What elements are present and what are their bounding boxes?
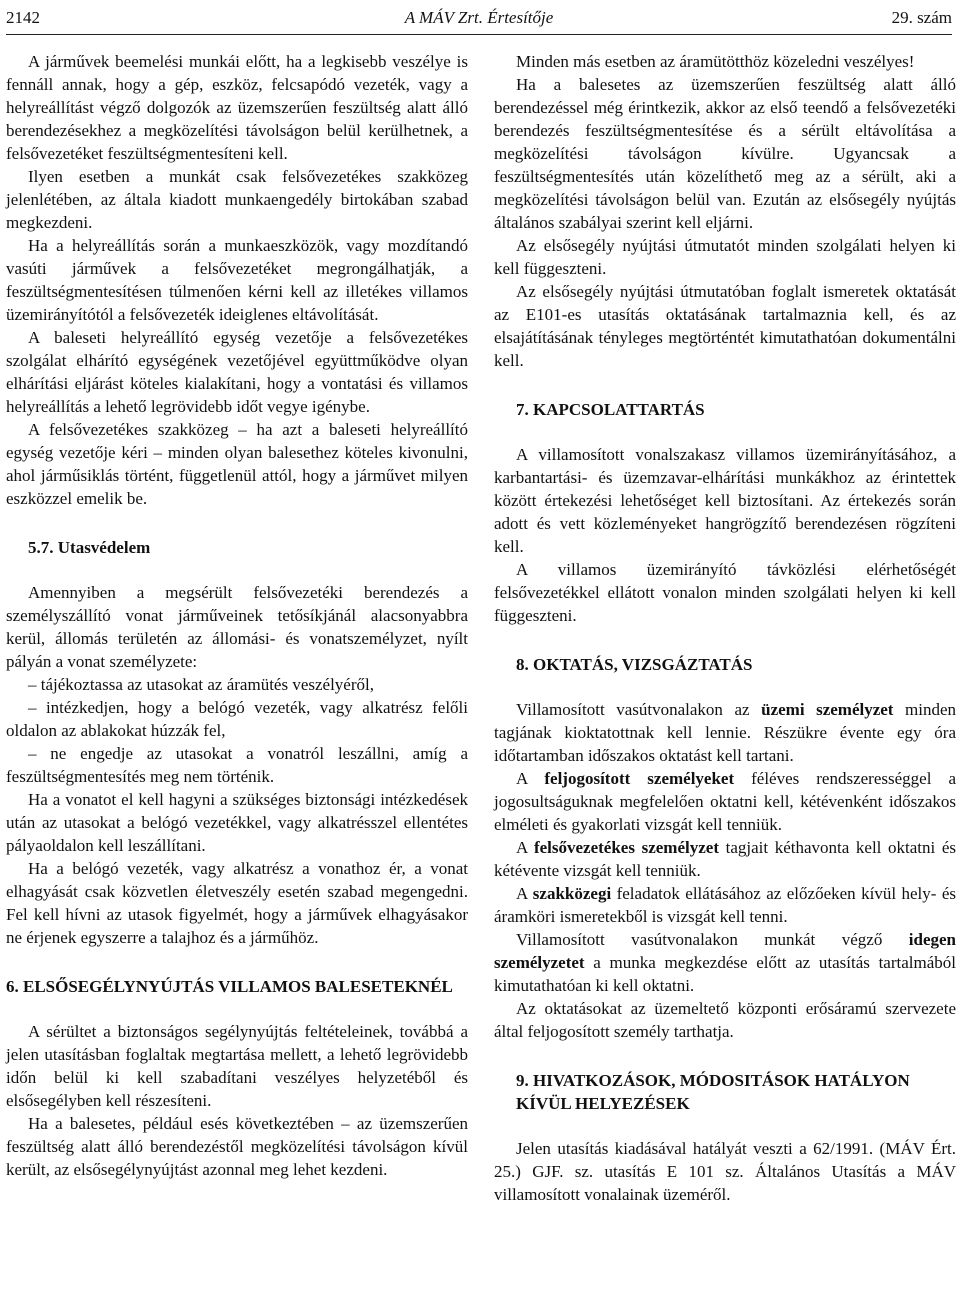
dash-item: – tájékoztassa az utasokat az áramütés veszélyéről, xyxy=(28,675,374,694)
page-number: 2142 xyxy=(6,8,40,27)
paragraph: A felsővezetékes szakközeg – ha azt a baleseti helyreállító egység vezetője kéri – minden olyan balesethez köteles kivonulni, ahol járműsiklás történt, függetlenül attól, hogy a járművet milyen eszközzel emelik be. xyxy=(6,420,468,508)
paragraph: A villamosított vonalszakasz villamos üzemirányításához, a karbantartási- és üzemzavar-elhárítási munkákhoz az érintettek között értekezési lehetőséget kell biztosítani. Az értekezés során adott és vett közleményeket hangrögzítő berendezésen rögzíteni kell. xyxy=(494,445,956,556)
text-run: minden tagjának kioktatottnak kell lennie. Részükre évente egy óra időtartamban időszakos oktatást kell tartani. xyxy=(494,700,956,765)
paragraph: Ha a belógó vezeték, vagy alkatrész a vonathoz ér, a vonat elhagyását csak közvetlen életveszély esetén szabad megengedni. Fel kell hívni az utasok figyelmét, hogy a járművek elhagyásakor ne érjenek egyszerre a talajhoz és a járműhöz. xyxy=(6,859,468,947)
paragraph xyxy=(494,767,956,836)
issue-number: 29. szám xyxy=(891,8,952,27)
paragraph: A baleseti helyreállító egység vezetője a felsővezetékes szolgálat elhárító egységének vezetőjével együttműködve olyan elhárítási eljárást köteles kialakítani, hogy a vontatási és villamos helyreállítás a lehető legrövidebb időt vegye igénybe. xyxy=(6,328,468,416)
bold-term: üzemi személyzet xyxy=(761,700,894,719)
bold-term: felsővezetékes személyzet xyxy=(533,838,719,857)
right-column xyxy=(494,50,956,1206)
paragraph: Az elsősegély nyújtási útmutatóban foglalt ismeretek oktatását az E101-es utasítás oktatásának tartalmaznia kell, és az elsajátításának tényleges megtörténtét kimutathatóan dokumentálni kell. xyxy=(494,282,956,370)
paragraph: Az elsősegély nyújtási útmutatót minden szolgálati helyen ki kell függeszteni. xyxy=(494,236,956,278)
paragraph xyxy=(494,928,956,997)
section-heading-5-7: 5.7. Utasvédelem xyxy=(28,538,151,557)
text-run: A xyxy=(516,838,534,857)
journal-title: A MÁV Zrt. Értesítője xyxy=(404,8,554,27)
paragraph: Ha a balesetes, például esés következtében – az üzemszerűen feszültség alatt álló berendezéstől megközelítési távolságon kívül került, az elsősegélynyújtást azonnal meg lehet kezdeni. xyxy=(6,1114,468,1179)
bold-term: feljogosított személyeket xyxy=(544,769,735,788)
paragraph: Ilyen esetben a munkát csak felsővezetékes szakközeg jelenlétében, az általa kiadott munkaengedély birtokában szabad megkezdeni. xyxy=(6,167,468,232)
paragraph: A sérültet a biztonságos segélynyújtás feltételeinek, továbbá a jelen utasításban foglaltak megtartása mellett, a lehető legrövidebb időn belül ki kell szabadítani veszélyes helyzetéből és elsősegélyben kell részesíteni. xyxy=(6,1022,468,1110)
paragraph: Jelen utasítás kiadásával hatályát veszti a 62/1991. (MÁV Ért. 25.) GJF. sz. utasítás E 101 sz. Általános Utasítás a MÁV villamosított vonalainak üzeméről. xyxy=(494,1139,956,1204)
section-heading-8: 8. OKTATÁS, VIZSGÁZTATÁS xyxy=(516,655,753,674)
paragraph: A járművek beemelési munkái előtt, ha a legkisebb veszélye is fennáll annak, hogy a gép, eszköz, felcsapódó vezeték, vagy a helyreállítást végző dolgozók az üzemszerűen feszültség alatt álló berendezésekhez a megközelítési távolságon belül kerülhetnek, a felsővezetéket feszültségmentesíteni kell. xyxy=(6,52,468,163)
paragraph: Ha a balesetes az üzemszerűen feszültség alatt álló berendezéssel még érintkezik, akkor az első teendő a felsővezetéki berendezés feszültségmentesítése és a sérült eltávolítása a megközelítési távolságon kívülre. Ugyancsak a feszültségmentesítés után közelíthető meg az a sérült, aki a megközelítési távolságon belül van. Ezután az elsősegély nyújtás általános szabályai szerint kell eljárni. xyxy=(494,75,956,232)
bold-term: idegen személyzetet xyxy=(494,930,956,972)
paragraph: Ha a vonatot el kell hagyni a szükséges biztonsági intézkedések után az utasokat a belógó vezetékkel, vagy alkatrésszel ellentétes pályaoldalon kell leszállítani. xyxy=(6,790,468,855)
paragraph: A villamos üzemirányító távközlési elérhetőségét felsővezetékkel ellátott vonalon minden szolgálati helyen ki kell függeszteni. xyxy=(494,560,956,625)
paragraph xyxy=(494,882,956,928)
text-run: féléves rendszerességgel a jogosultságuknak megfelelően oktatni kell, kétévenként időszakos elméleti és gyakorlati vizsgát kell tenniük. xyxy=(494,769,956,834)
left-column xyxy=(6,50,468,1181)
paragraph xyxy=(494,836,956,882)
paragraph: Minden más esetben az áramütötthöz közeledni veszélyes! xyxy=(516,52,915,71)
section-heading-6: 6. ELSŐSEGÉLYNYÚJTÁS VILLAMOS BALESETEKNÉL xyxy=(6,977,453,996)
section-heading-9: 9. HIVATKOZÁSOK, MÓDOSITÁSOK HATÁLYON KÍVÜL HELYEZÉSEK xyxy=(516,1071,910,1113)
paragraph: Ha a helyreállítás során a munkaeszközök, vagy mozdítandó vasúti járművek a felsővezetéket megrongálhatják, a feszültségmentesítésen túlmenően kérni kell az illetékes villamos üzemirányítótól a felsővezeték ideiglenes eltávolítását. xyxy=(6,236,468,324)
paragraph: Amennyiben a megsérült felsővezetéki berendezés a személyszállító vonat járműveinek tetősíkjánál alacsonyabbra kerül, állomás területén az állomási- és vonatszemélyzet, nyílt pályán a vonat személyzete: xyxy=(6,583,468,671)
text-run: a munka megkezdése előtt az utasítás tartalmából kimutathatóan ki kell oktatni. xyxy=(494,953,956,995)
text-run: A xyxy=(516,884,533,903)
text-run: Villamosított vasútvonalakon az xyxy=(516,700,762,719)
text-run: tagjait kéthavonta kell oktatni és kétévente vizsgát kell tenniük. xyxy=(494,838,956,880)
text-run: feladatok ellátásához az előzőeken kívül hely- és áramköri ismeretekből is vizsgát kell tenni. xyxy=(494,884,956,926)
section-heading-7: 7. KAPCSOLATTARTÁS xyxy=(516,400,705,419)
paragraph: Az oktatásokat az üzemeltető központi erősáramú szervezete által feljogosított személy tarthatja. xyxy=(494,999,956,1041)
text-run: A xyxy=(516,769,545,788)
paragraph xyxy=(494,698,956,767)
dash-item: – ne engedje az utasokat a vonatról leszállni, amíg a feszültségmentesítés meg nem történik. xyxy=(6,744,468,786)
text-run: Villamosított vasútvonalakon munkát végző xyxy=(516,930,909,949)
bold-term: szakközegi xyxy=(532,884,612,903)
dash-item: – intézkedjen, hogy a belógó vezeték, vagy alkatrész felőli oldalon az ablakokat húzzák fel, xyxy=(6,698,468,740)
page-header xyxy=(6,6,952,35)
